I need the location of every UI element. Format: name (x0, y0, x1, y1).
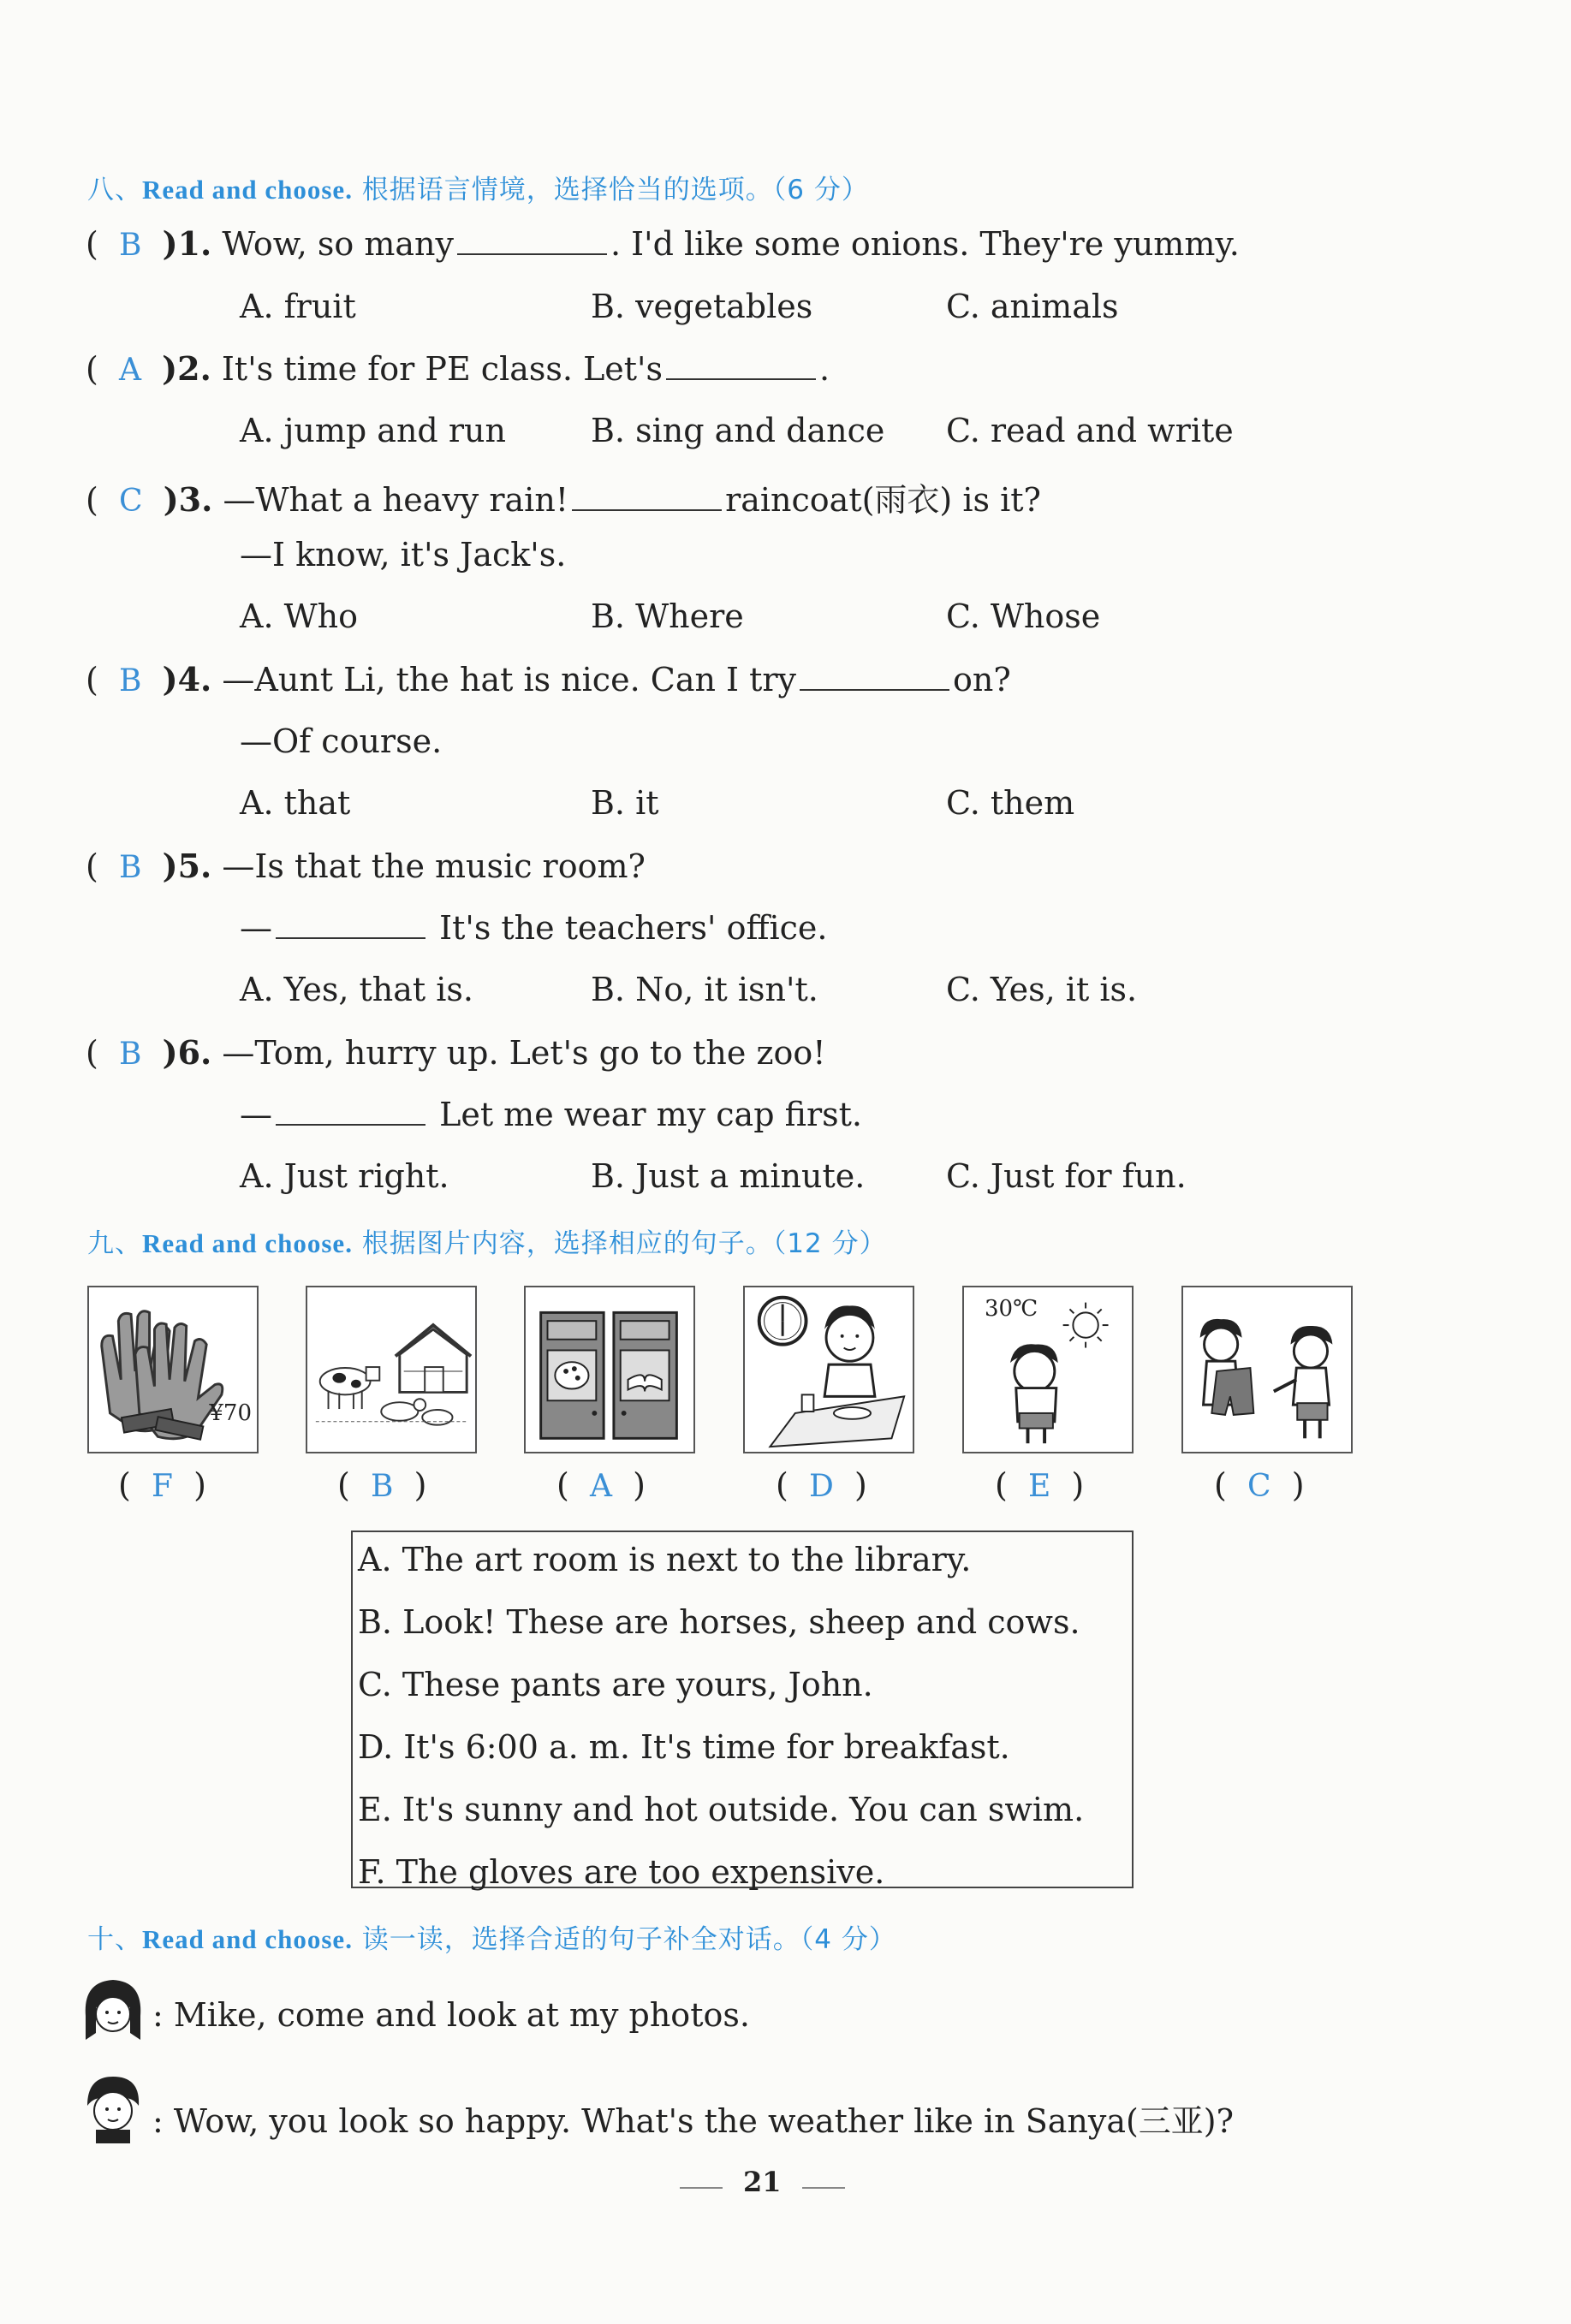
question-number: )4. (162, 660, 212, 698)
option-a: A. Just right. (240, 1157, 449, 1195)
question-5 (86, 847, 646, 885)
question-text: —What a heavy rain! (223, 481, 569, 519)
farm-animals-picture (306, 1286, 477, 1453)
dialog-line: : Wow, you look so happy. What's the weather like in Sanya(三亚)? (152, 2102, 1234, 2140)
reply-line: —I know, it's Jack's. (240, 536, 567, 574)
paren: ( (86, 481, 119, 519)
paren: ( (86, 225, 119, 263)
section-title-en: Read and choose. (142, 1924, 353, 1954)
option-a: A. Yes, that is. (240, 971, 474, 1008)
question-4 (86, 660, 1011, 698)
option-a: A. that (240, 784, 351, 822)
divider (802, 2187, 845, 2189)
hot-sunny-boy-picture (962, 1286, 1134, 1453)
option-a: A. fruit (240, 288, 356, 325)
art-room-library-doors-picture (524, 1286, 695, 1453)
option-c: C. Just for fun. (946, 1157, 1187, 1195)
reply-text: It's the teachers' office. (439, 909, 828, 947)
section-number: 九、 (87, 1228, 142, 1259)
paren (143, 481, 164, 519)
dash: — (240, 909, 272, 947)
answer-mark: A (589, 1469, 612, 1504)
question-text: . (819, 350, 830, 388)
question-text: —Aunt Li, the hat is nice. Can I try (222, 661, 797, 698)
question-number: )5. (162, 847, 212, 885)
temperature-label: 30℃ (985, 1296, 1038, 1322)
divider (680, 2187, 723, 2189)
picture-answer: ( B ) (337, 1466, 427, 1504)
section-number: 十、 (87, 1924, 142, 1955)
price-label: ¥70 (209, 1400, 252, 1426)
paren (141, 225, 162, 263)
picture-answer: ( A ) (556, 1466, 646, 1504)
option-b: B. sing and dance (591, 412, 885, 449)
question-3 (86, 473, 1041, 520)
sentence-option: F. The gloves are too expensive. (358, 1853, 885, 1891)
dialog-line: : Mike, come and look at my photos. (152, 1996, 750, 2034)
reply-line (240, 1096, 862, 1133)
picture-answer: ( D ) (776, 1466, 867, 1504)
option-b: B. No, it isn't. (591, 971, 818, 1008)
answer-blank (800, 665, 949, 691)
section-title-cn: 读一读，选择合适的句子补全对话。（4 分） (352, 1924, 896, 1955)
picture-answer: ( F ) (118, 1466, 206, 1504)
sentence-option: A. The art room is next to the library. (358, 1541, 972, 1578)
answer-blank (457, 229, 607, 255)
dash: — (240, 1096, 272, 1133)
answer-mark: B (118, 663, 142, 698)
question-text: —Tom, hurry up. Let's go to the zoo! (222, 1034, 826, 1072)
reply-line (240, 909, 827, 947)
paren (141, 847, 162, 885)
option-c: C. them (946, 784, 1075, 822)
question-text: raincoat(雨衣) is it? (725, 481, 1041, 519)
option-a: A. Who (240, 597, 359, 635)
question-text: . I'd like some onions. They're yummy. (610, 225, 1240, 263)
answer-blank (276, 1100, 425, 1126)
section-9-title (87, 1221, 887, 1260)
answer-blank (666, 354, 816, 380)
question-text: on? (953, 661, 1011, 698)
section-title-cn: 根据语言情境，选择恰当的选项。（6 分） (352, 175, 869, 205)
page-number-text: 21 (743, 2166, 782, 2198)
option-c: C. animals (946, 288, 1119, 325)
paren: ( (86, 847, 119, 885)
gloves-price-picture (87, 1286, 259, 1453)
sentence-option: E. It's sunny and hot outside. You can swim. (358, 1791, 1085, 1828)
answer-mark: B (118, 850, 142, 885)
sentence-option: B. Look! These are horses, sheep and cows. (358, 1603, 1080, 1641)
reply-line: —Of course. (240, 722, 443, 760)
paren (141, 350, 162, 388)
option-b: B. Just a minute. (591, 1157, 866, 1195)
section-8-title (87, 168, 869, 206)
question-number: )1. (162, 224, 212, 263)
answer-mark: C (118, 484, 143, 519)
answer-mark: F (151, 1469, 173, 1504)
picture-answer: ( E ) (995, 1466, 1085, 1504)
question-text: —Is that the music room? (222, 847, 646, 885)
question-number: )2. (162, 349, 211, 388)
answer-blank (572, 485, 722, 511)
answer-blank (276, 913, 425, 939)
question-number: )6. (162, 1033, 212, 1072)
option-c: C. Yes, it is. (946, 971, 1138, 1008)
answer-mark: B (118, 228, 142, 263)
answer-mark: C (1247, 1469, 1271, 1504)
pants-two-kids-picture (1181, 1286, 1353, 1453)
picture-answer: ( C ) (1214, 1466, 1305, 1504)
question-1 (86, 224, 1240, 263)
page-number (659, 2166, 866, 2198)
option-b: B. it (591, 784, 659, 822)
answer-mark: B (370, 1469, 394, 1504)
paren (141, 1034, 162, 1072)
option-c: C. read and write (946, 412, 1234, 449)
answer-mark: E (1027, 1469, 1051, 1504)
girl-breakfast-clock-picture (743, 1286, 914, 1453)
sentence-options-box (351, 1531, 1134, 1891)
sentence-option: D. It's 6:00 a. m. It's time for breakfast. (358, 1728, 1010, 1766)
sentence-option: C. These pants are yours, John. (358, 1666, 873, 1703)
option-b: B. vegetables (591, 288, 813, 325)
option-a: A. jump and run (240, 412, 506, 449)
paren: ( (86, 661, 119, 698)
answer-mark: B (118, 1037, 142, 1072)
question-6 (86, 1033, 826, 1072)
section-title-cn: 根据图片内容，选择相应的句子。（12 分） (352, 1228, 887, 1259)
option-b: B. Where (591, 597, 744, 635)
paren: ( (86, 1034, 119, 1072)
section-title-en: Read and choose. (142, 1228, 353, 1258)
question-text: It's time for PE class. Let's (221, 350, 664, 388)
section-10-title (87, 1917, 896, 1956)
boy-avatar-icon (79, 2071, 147, 2143)
paren: ( (86, 350, 119, 388)
girl-avatar-icon (79, 1973, 147, 2045)
paren (141, 661, 162, 698)
section-title-en: Read and choose. (142, 175, 353, 205)
reply-text: Let me wear my cap first. (439, 1096, 862, 1133)
answer-mark: D (808, 1469, 834, 1504)
answer-mark: A (118, 353, 141, 388)
option-c: C. Whose (946, 597, 1101, 635)
question-2 (86, 349, 830, 388)
section-number: 八、 (87, 175, 142, 205)
question-text: Wow, so many (222, 225, 454, 263)
question-number: )3. (163, 480, 213, 519)
